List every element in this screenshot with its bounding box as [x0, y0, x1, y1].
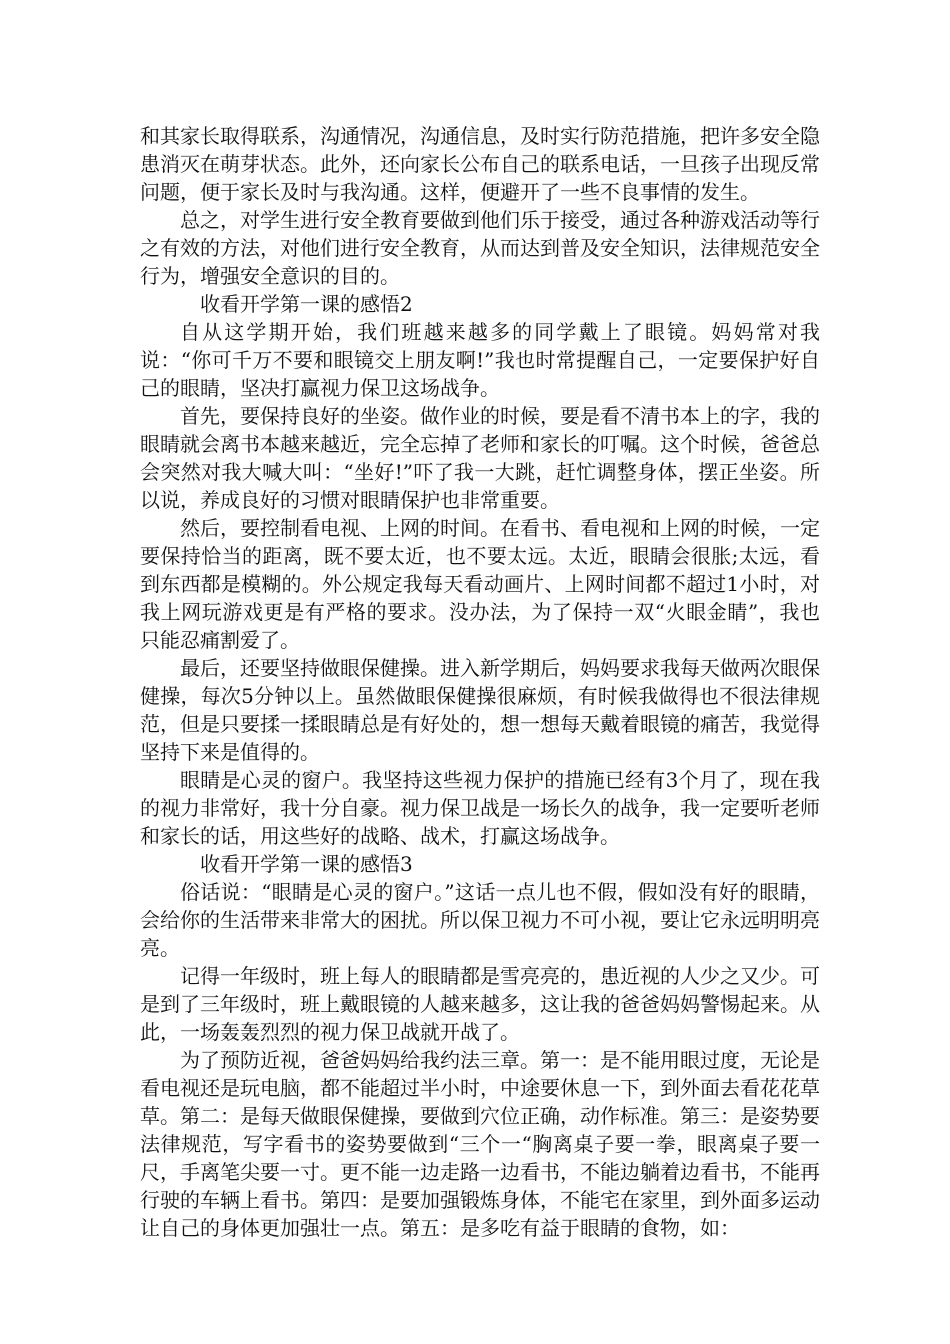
paragraph: 和其家长取得联系，沟通情况，沟通信息，及时实行防范措施，把许多安全隐患消灭在萌芽状态。此外，还向家长公布自己的联系电话，一旦孩子出现反常问题，便于家长及时与我沟通。这样，便避开了一些不良事情的发生。 [140, 124, 820, 204]
section-heading: 收看开学第一课的感悟3 [200, 852, 413, 876]
paragraph: 然后，要控制看电视、上网的时间。在看书、看电视和上网的时候，一定要保持恰当的距离，既不要太近，也不要太远。太近，眼睛会很胀;太远，看到东西都是模糊的。外公规定我每天看动画片、上网时间都不超过1小时，对我上网玩游戏更是有严格的要求。没办法，为了保持一双“火眼金睛”，我也只能忍痛割爱了。 [140, 516, 820, 652]
paragraph: 为了预防近视，爸爸妈妈给我约法三章。第一：是不能用眼过度，无论是看电视还是玩电脑，都不能超过半小时，中途要休息一下，到外面去看花花草草。第二：是每天做眼保健操，要做到穴位正确，动作标准。第三：是姿势要法律规范，写字看书的姿势要做到“三个一“胸离桌子要一拳，眼离桌子要一尺，手离笔尖要一寸。更不能一边走路一边看书，不能边躺着边看书，不能再行驶的车辆上看书。第四：是要加强锻炼身体，不能宅在家里，到外面多运动让自己的身体更加强壮一点。第五：是多吃有益于眼睛的食物，如： [140, 1048, 820, 1240]
paragraph: 眼睛是心灵的窗户。我坚持这些视力保护的措施已经有3个月了，现在我的视力非常好，我十分自豪。视力保卫战是一场长久的战争，我一定要听老师和家长的话，用这些好的战略、战术，打赢这场战争。 [140, 768, 820, 848]
paragraph: 最后，还要坚持做眼保健操。进入新学期后，妈妈要求我每天做两次眼保健操，每次5分钟以上。虽然做眼保健操很麻烦，有时候我做得也不很法律规范，但是只要揉一揉眼睛总是有好处的，想一想每天戴着眼镜的痛苦，我觉得坚持下来是值得的。 [140, 656, 820, 764]
paragraph: 记得一年级时，班上每人的眼睛都是雪亮亮的，患近视的人少之又少。可是到了三年级时，班上戴眼镜的人越来越多，这让我的爸爸妈妈警惕起来。从此，一场轰轰烈烈的视力保卫战就开战了。 [140, 964, 820, 1044]
paragraph: 自从这学期开始，我们班越来越多的同学戴上了眼镜。妈妈常对我说：“你可千万不要和眼镜交上朋友啊!”我也时常提醒自己，一定要保护好自己的眼睛，坚决打赢视力保卫这场战争。 [140, 320, 820, 400]
paragraph: 俗话说：“眼睛是心灵的窗户。”这话一点儿也不假，假如没有好的眼睛，会给你的生活带来非常大的困扰。所以保卫视力不可小视，要让它永远明明亮亮。 [140, 880, 820, 960]
paragraph: 总之，对学生进行安全教育要做到他们乐于接受，通过各种游戏活动等行之有效的方法，对他们进行安全教育，从而达到普及安全知识，法律规范安全行为，增强安全意识的目的。 [140, 208, 820, 288]
document-body [140, 122, 820, 1242]
paragraph: 首先，要保持良好的坐姿。做作业的时候，要是看不清书本上的字，我的眼睛就会离书本越来越近，完全忘掉了老师和家长的叮嘱。这个时候，爸爸总会突然对我大喊大叫：“坐好!”吓了我一大跳，赶忙调整身体，摆正坐姿。所以说，养成良好的习惯对眼睛保护也非常重要。 [140, 404, 820, 512]
section-heading: 收看开学第一课的感悟2 [200, 292, 413, 316]
